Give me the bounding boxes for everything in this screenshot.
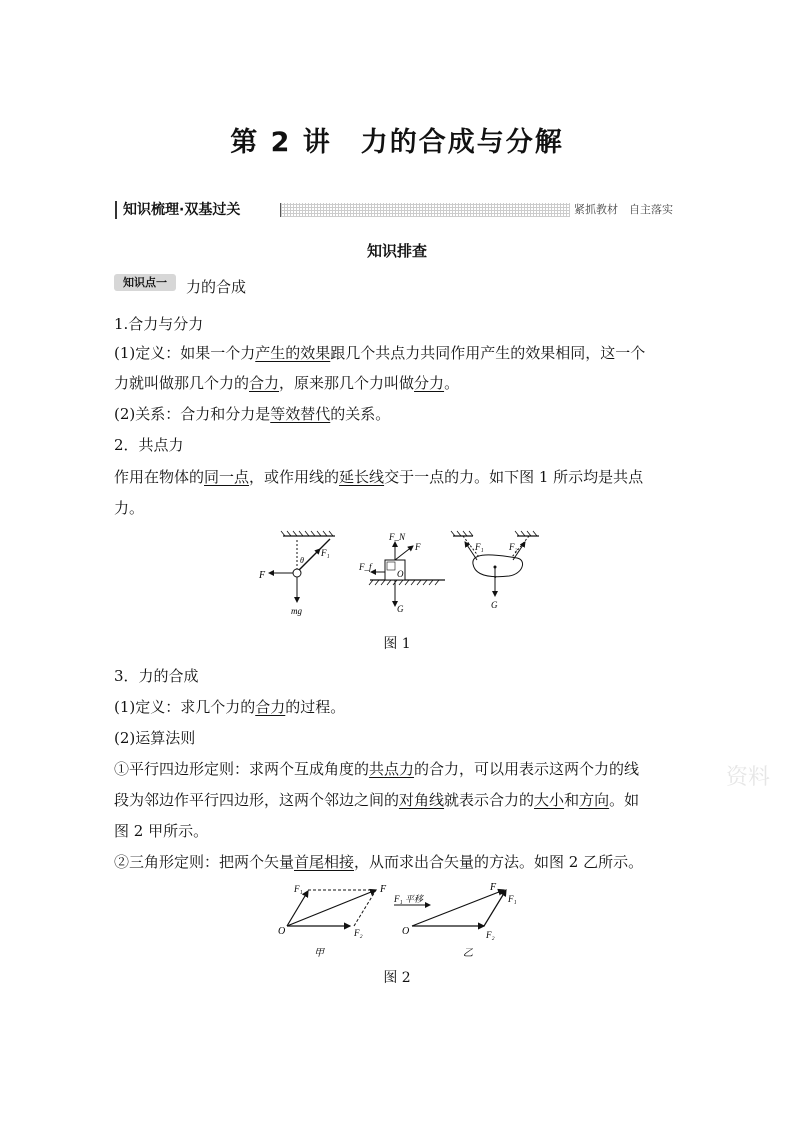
relation-line: (2)关系：合力和分力是等效替代的关系。 bbox=[114, 405, 391, 423]
section-banner bbox=[115, 201, 677, 219]
label-O: O bbox=[397, 569, 404, 579]
label-F-yi: F bbox=[490, 882, 497, 893]
figure-1-block bbox=[358, 532, 445, 614]
heading-1: 1.合力与分力 bbox=[114, 315, 204, 333]
label-Ff: F_f bbox=[359, 562, 372, 572]
figure-1-hanging bbox=[451, 531, 539, 610]
label-F: F bbox=[259, 570, 266, 581]
label-F1: F₁ bbox=[321, 548, 330, 558]
label-G-block: G bbox=[397, 604, 404, 614]
label-F-block: F bbox=[415, 542, 421, 552]
definition-line-1: (1)定义：如果一个力产生的效果跟几个共点力共同作用产生的效果相同，这一个 bbox=[114, 344, 646, 362]
section-subtitle: 知识排查 bbox=[366, 242, 427, 260]
label-F-jia: F bbox=[380, 884, 387, 895]
knowledge-point-tag: 知识点一 bbox=[114, 274, 176, 291]
label-F2-yi: F₂ bbox=[486, 930, 495, 940]
parallelogram-line-1: ①平行四边形定则：求两个互成角度的共点力的合力，可以用表示这两个力的线 bbox=[114, 760, 640, 778]
label-theta: θ bbox=[300, 556, 304, 565]
banner-left-label: 知识梳理·双基过关 bbox=[115, 201, 246, 219]
figure-2-caption: 图 2 bbox=[383, 970, 411, 986]
definition-line-2: 力就叫做那几个力的合力，原来那几个力叫做分力。 bbox=[114, 374, 460, 392]
caption-jia: 甲 bbox=[314, 948, 324, 959]
label-F2-jia: F₂ bbox=[354, 928, 363, 938]
knowledge-point-title: 力的合成 bbox=[186, 278, 247, 296]
label-O-yi: O bbox=[402, 926, 410, 937]
concurrent-line-1: 作用在物体的同一点，或作用线的延长线交于一点的力。如下图 1 所示均是共点 bbox=[114, 468, 644, 486]
figure-2 bbox=[270, 878, 530, 964]
label-mg: mg bbox=[291, 606, 302, 616]
figure-2-triangle bbox=[393, 882, 517, 959]
label-F1-hang: F₁ bbox=[475, 542, 484, 552]
label-F2-hang: F₂ bbox=[509, 542, 518, 552]
label-F1-jia: F₁ bbox=[294, 884, 303, 894]
figure-1 bbox=[255, 530, 545, 620]
banner-right-label: 紧抓教材 自主落实 bbox=[570, 203, 677, 217]
banner-pattern bbox=[280, 203, 571, 217]
label-O-jia: O bbox=[278, 926, 286, 937]
watermark: 资料 bbox=[726, 764, 771, 789]
label-FN: F_N bbox=[389, 532, 406, 542]
label-shift: F₁ 平移 bbox=[394, 894, 423, 904]
figure-1-ball bbox=[258, 531, 335, 616]
operation-rules-heading: (2)运算法则 bbox=[114, 729, 196, 747]
parallelogram-line-2: 段为邻边作平行四边形，这两个邻边之间的对角线就表示合力的大小和方向。如 bbox=[114, 791, 640, 809]
label-F1-yi: F₁ bbox=[508, 894, 517, 904]
figure-1-caption: 图 1 bbox=[383, 636, 411, 652]
figure-2-parallelogram bbox=[278, 884, 387, 959]
page-title: 第 2 讲 力的合成与分解 bbox=[230, 127, 564, 158]
concurrent-line-2: 力。 bbox=[114, 499, 145, 517]
composition-definition: (1)定义：求几个力的合力的过程。 bbox=[114, 698, 346, 716]
label-G-hang: G bbox=[491, 600, 498, 610]
caption-yi: 乙 bbox=[463, 948, 473, 959]
heading-3: 3．力的合成 bbox=[114, 667, 199, 685]
triangle-rule-line: ②三角形定则：把两个矢量首尾相接，从而求出合矢量的方法。如图 2 乙所示。 bbox=[114, 853, 644, 871]
heading-2: 2．共点力 bbox=[114, 436, 184, 454]
parallelogram-line-3: 图 2 甲所示。 bbox=[114, 822, 209, 840]
